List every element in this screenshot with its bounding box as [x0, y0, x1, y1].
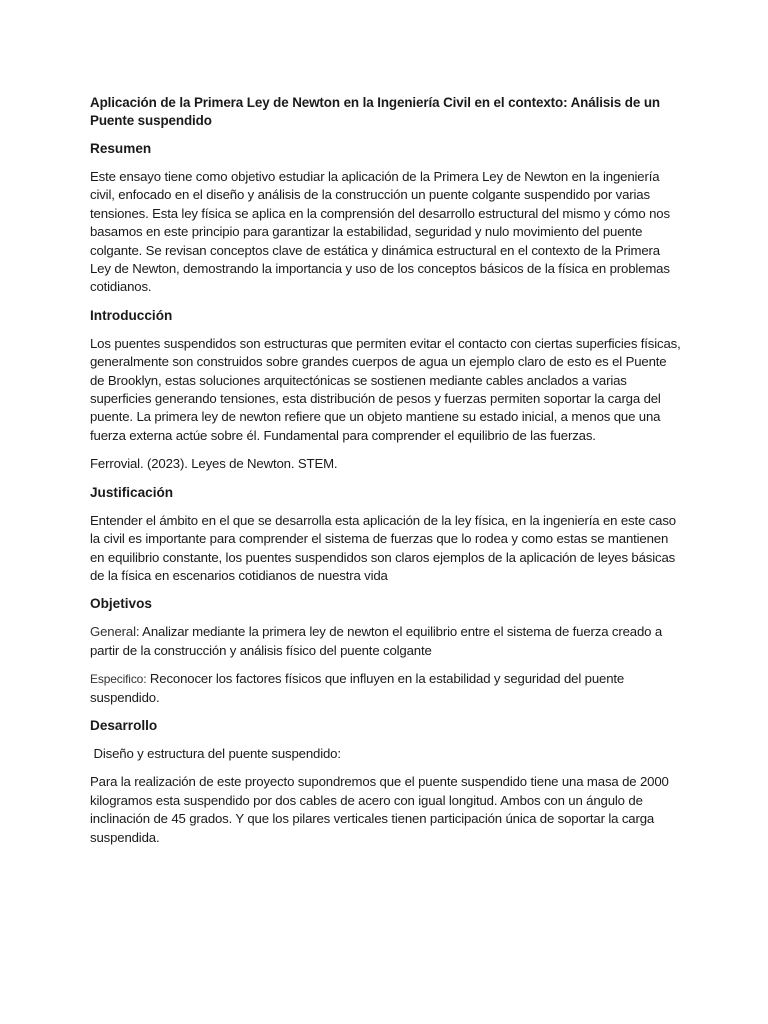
heading-desarrollo: Desarrollo	[90, 717, 158, 733]
label-especifico: Especifico:	[90, 672, 147, 687]
subheading-diseno: Diseño y estructura del puente suspendido:	[90, 745, 341, 761]
document-title: Aplicación de la Primera Ley de Newton en la Ingeniería Civil en el contexto: Análisis de un Puente suspendido	[90, 95, 660, 128]
paragraph-objetivo-especifico	[90, 670, 682, 707]
paragraph-desarrollo: Para la realización de este proyecto supondremos que el puente suspendido tiene una masa de 2000 kilogramos esta suspendido por dos cables de acero con igual longitud. Ambos con un ángulo de inclinación de 45 grados. Y que los pilares verticales tienen participación única de soportar la carga suspendida.	[90, 774, 669, 845]
text-objetivo-general: Analizar mediante la primera ley de newton el equilibrio entre el sistema de fuerza creado a partir de la construcción y análisis físico del puente colgante	[90, 624, 663, 658]
reference-ferrovial: Ferrovial. (2023). Leyes de Newton. STEM.	[90, 456, 338, 472]
paragraph-introduccion: Los puentes suspendidos son estructuras que permiten evitar el contacto con ciertas superficies físicas, generalmente son construidos sobre grandes cuerpos de agua un ejemplo claro de esto es el Puente de Brooklyn, estas soluciones arquitectónicas se sostienen mediante cables anclados a varias superficies generando tensiones, esta distribución de pesos y fuerzas permiten soportar la carga del puente. La primera ley de newton refiere que un objeto mantiene su estado inicial, a menos que una fuerza externa actúe sobre él. Fundamental para comprender el equilibrio de las fuerzas.	[90, 335, 681, 443]
label-general: General:	[90, 624, 140, 640]
heading-resumen: Resumen	[90, 141, 152, 156]
heading-objetivos: Objetivos	[90, 596, 152, 612]
text-objetivo-especifico: Reconocer los factores físicos que influyen en la estabilidad y seguridad del puente suspendido.	[90, 671, 625, 705]
paragraph-resumen: Este ensayo tiene como objetivo estudiar la aplicación de la Primera Ley de Newton en la ingeniería civil, enfocado en el diseño y análisis de la construcción un puente colgante suspendido por varias tensiones. Esta ley física se aplica en la comprensión del desarrollo estructural del mismo y cómo nos basamos en este principio para garantizar la estabilidad, seguridad y nulo movimiento del puente colgante. Se revisan conceptos clave de estática y dinámica estructural en el contexto de la Primera Ley de Newton, demostrando la importancia y uso de los conceptos básicos de la física en problemas cotidianos.	[90, 169, 670, 295]
paragraph-objetivo-general	[90, 623, 682, 660]
heading-introduccion: Introducción	[90, 307, 173, 323]
paragraph-justificacion: Entender el ámbito en el que se desarrolla esta aplicación de la ley física, en la ingeniería en este caso la civil es importante para comprender el sistema de fuerzas que lo rodea y como estas se mantienen en equilibrio constante, los puentes suspendidos son claros ejemplos de la aplicación de leyes básicas de la física en escenarios cotidianos de nuestra vida	[90, 512, 676, 583]
heading-justificacion: Justificación	[90, 484, 174, 500]
